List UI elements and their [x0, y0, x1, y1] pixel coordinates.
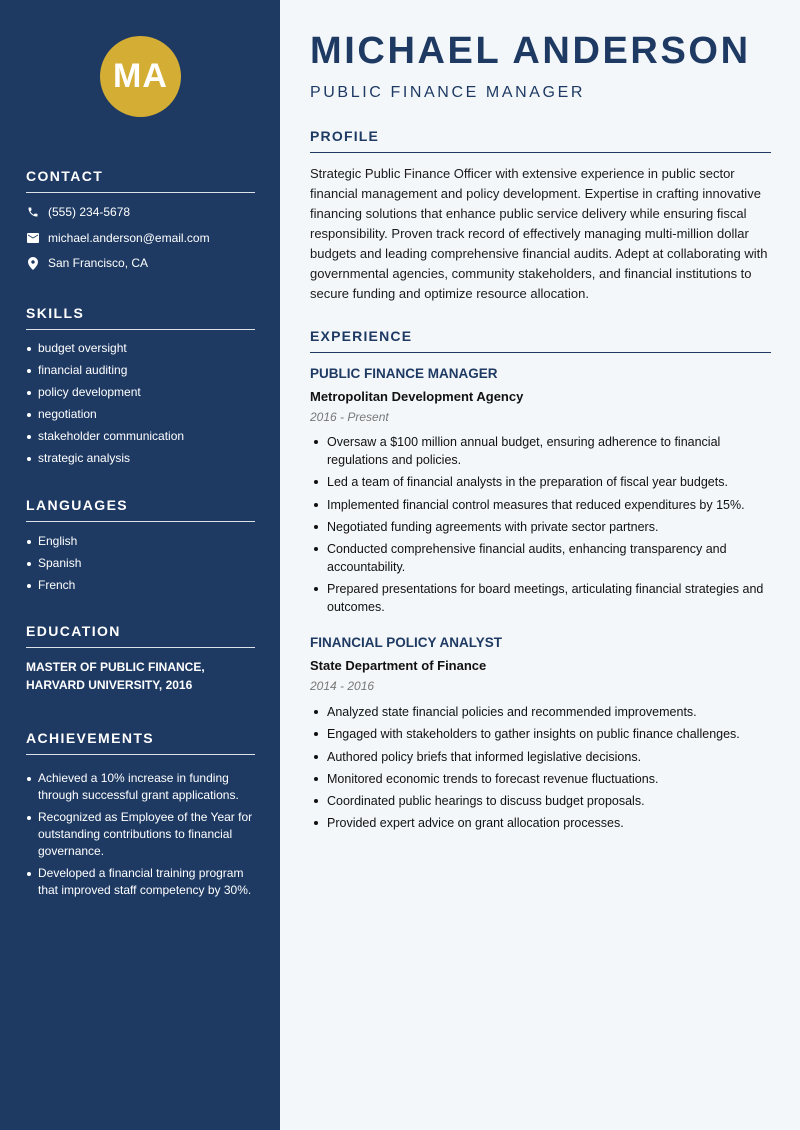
contact-phone-text: (555) 234-5678 — [48, 205, 131, 219]
skills-heading: SKILLS — [26, 305, 255, 330]
achievement-item: Achieved a 10% increase in funding through successful grant applications. — [26, 770, 258, 804]
contact-location-text: San Francisco, CA — [48, 256, 149, 270]
profile-heading: PROFILE — [310, 128, 771, 153]
skill-item: stakeholder communication — [26, 428, 261, 445]
job-bullet: Monitored economic trends to forecast revenue fluctuations. — [310, 770, 771, 788]
languages-heading: LANGUAGES — [26, 497, 255, 522]
job-company: Metropolitan Development Agency — [310, 389, 524, 404]
sidebar — [0, 0, 280, 1130]
job-bullet: Oversaw a $100 million annual budget, ensuring adherence to financial regulations and policies. — [310, 433, 771, 469]
job-bullet: Implemented financial control measures that reduced expenditures by 15%. — [310, 496, 771, 514]
education-entry: MASTER OF PUBLIC FINANCE, HARVARD UNIVERSITY, 2016 — [26, 660, 205, 692]
contact-heading: CONTACT — [26, 168, 255, 193]
contact-email-text: michael.anderson@email.com — [48, 231, 210, 245]
job-bullet: Negotiated funding agreements with private sector partners. — [310, 518, 771, 536]
job-bullet: Engaged with stakeholders to gather insights on public finance challenges. — [310, 725, 771, 743]
candidate-title: PUBLIC FINANCE MANAGER — [310, 84, 586, 101]
language-item: English — [26, 533, 261, 550]
skill-item: negotiation — [26, 406, 261, 423]
language-item: French — [26, 577, 261, 594]
achievement-item: Recognized as Employee of the Year for outstanding contributions to financial governance. — [26, 809, 258, 860]
job-bullet: Provided expert advice on grant allocation processes. — [310, 814, 771, 832]
experience-heading: EXPERIENCE — [310, 328, 771, 353]
job-bullet: Coordinated public hearings to discuss budget proposals. — [310, 792, 771, 810]
phone-icon — [26, 205, 40, 219]
skill-item: strategic analysis — [26, 450, 261, 467]
achievement-item: Developed a financial training program that improved staff competency by 30%. — [26, 865, 258, 899]
job-role: PUBLIC FINANCE MANAGER — [310, 366, 498, 381]
job-bullet: Led a team of financial analysts in the preparation of fiscal year budgets. — [310, 473, 771, 491]
mail-icon — [26, 231, 40, 245]
job-bullet: Authored policy briefs that informed legislative decisions. — [310, 748, 771, 766]
contact-phone[interactable] — [26, 205, 130, 219]
contact-email[interactable] — [26, 231, 210, 245]
candidate-name: MICHAEL ANDERSON — [310, 30, 751, 72]
skill-item: budget oversight — [26, 340, 261, 357]
job-bullet: Analyzed state financial policies and recommended improvements. — [310, 703, 771, 721]
job-role: FINANCIAL POLICY ANALYST — [310, 635, 503, 650]
skills-list — [26, 340, 261, 472]
languages-list — [26, 533, 261, 599]
profile-summary: Strategic Public Finance Officer with extensive experience in public sector financial management and policy development. Expertise in crafting innovative financing solutions that enhance public service delivery while ensuring fiscal responsibility. Proven track record of effectively managing multi-million dollar budgets and leading comprehensive financial audits. Adept at collaborating with governmental agencies, community stakeholders, and financial institutions to secure funding and optimize resource allocation. — [310, 166, 768, 301]
skill-item: financial auditing — [26, 362, 261, 379]
achievements-heading: ACHIEVEMENTS — [26, 730, 255, 755]
education-heading: EDUCATION — [26, 623, 255, 648]
job-dates: 2014 - 2016 — [310, 679, 375, 693]
job-company: State Department of Finance — [310, 658, 487, 673]
location-pin-icon — [26, 256, 40, 270]
achievements-list — [26, 770, 258, 904]
language-item: Spanish — [26, 555, 261, 572]
job-dates: 2016 - Present — [310, 410, 389, 424]
job-bullets — [310, 433, 771, 621]
avatar-initials: MA — [100, 36, 181, 117]
skill-item: policy development — [26, 384, 261, 401]
job-bullets — [310, 703, 771, 837]
job-bullet: Conducted comprehensive financial audits, enhancing transparency and accountability. — [310, 540, 771, 576]
contact-location — [26, 256, 148, 270]
job-bullet: Prepared presentations for board meetings, articulating financial strategies and outcomes. — [310, 580, 771, 616]
